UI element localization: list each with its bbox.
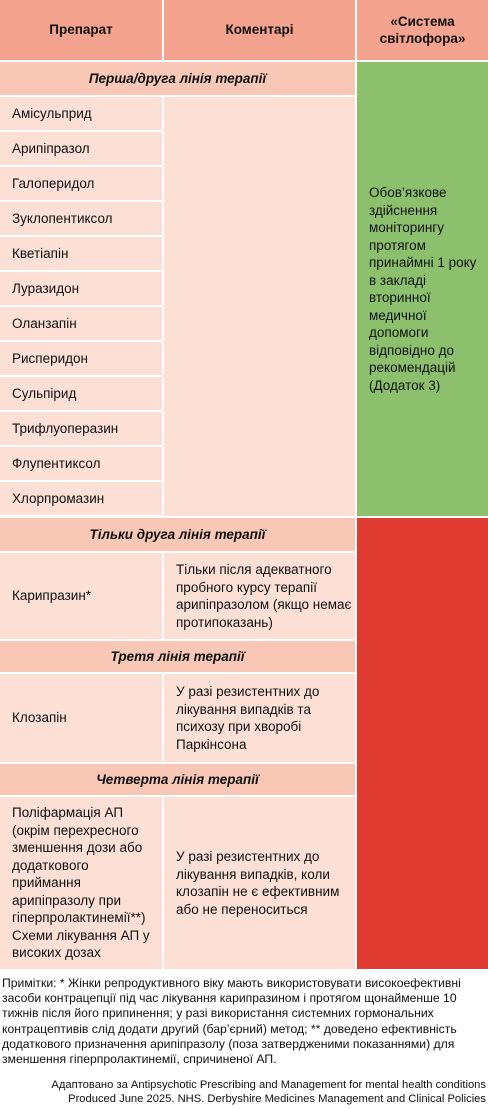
header-traffic-light: «Система світлофора» — [357, 0, 488, 60]
drug-row: Сульпірид — [0, 377, 162, 410]
comment-cariprazine-text: Тільки після адекватного пробного курсу терапії арипіпразолом (якщо немає протипоказань) — [176, 562, 352, 630]
green-status-text: Обов’язкове здійснення моніторингу протягом принаймні 1 року в закладі вторинної медичної допомоги відповідно до рекомендацій (Додаток 3) — [369, 185, 477, 393]
drug-clozapine: Клозапін — [0, 674, 162, 762]
credit — [51, 1079, 486, 1106]
section-third-line: Третя лінія терапії — [0, 641, 355, 672]
drug-row: Амісульприд — [0, 97, 162, 130]
comment-clozapine-text: У разі резистентних до лікування випадків та психозу при хворобі Паркінсона — [176, 684, 320, 752]
section-first-second-line: Перша/друга лінія терапії — [0, 62, 355, 95]
drug-cariprazine: Карипразин* — [0, 553, 162, 639]
credit-line-2: Produced June 2025. NHS. Derbyshire Medicines Management and Clinical Policies — [68, 1092, 486, 1105]
section-fourth-line: Четверта лінія терапії — [0, 764, 355, 795]
drug-row: Рисперидон — [0, 342, 162, 375]
comment-cariprazine — [164, 553, 355, 639]
credit-line-1: Адаптовано за Antipsychotic Prescribing and Management for mental health conditions — [51, 1079, 486, 1091]
drug-row: Хлорпромазин — [0, 482, 162, 515]
drug-row: Зуклопентиксол — [0, 202, 162, 235]
section-second-only: Тільки друга лінія терапії — [0, 518, 355, 551]
drug-row: Флупентиксол — [0, 447, 162, 480]
drug-row: Арипіпразол — [0, 132, 162, 165]
header-comment: Коментарі — [164, 0, 355, 60]
comment-polypharmacy — [164, 797, 355, 969]
comment-polypharmacy-text: У разі резистентних до лікування випадків, коли клозапін не є ефективним або не переноситься — [176, 849, 340, 917]
drug-row: Луразидон — [0, 272, 162, 305]
drug-row: Трифлуоперазин — [0, 412, 162, 445]
drug-row: Галоперидол — [0, 167, 162, 200]
traffic-light-red — [357, 518, 488, 969]
drug-row: Кветіапін — [0, 237, 162, 270]
first-second-comment-empty — [164, 97, 355, 516]
header-drug: Препарат — [0, 0, 162, 60]
footnotes: Примітки: * Жінки репродуктивного віку мають використовувати високоефективні засоби контрацепції під час лікування карипразином і протягом щонайменше 10 тижнів після його припинення; у разі використання системних гормональних контрацептивів слід додати другий (бар’єрний) метод; ** доведено ефективність додаткового призначення арипіпразолу (поза затвердженими показаннями) для зменшення гіперпролактинемії, спричиненої АП. — [2, 976, 461, 1067]
drug-row: Оланзапін — [0, 307, 162, 340]
drug-polypharmacy-text: Поліфармація АП (окрім перехресного зменшення дози або додаткового приймання арипіпразолу при гіперпролактинемії**) Схеми лікування АП у високих дозах — [12, 805, 150, 961]
drug-polypharmacy — [0, 797, 162, 969]
comment-clozapine — [164, 674, 355, 762]
traffic-light-green — [357, 62, 488, 516]
